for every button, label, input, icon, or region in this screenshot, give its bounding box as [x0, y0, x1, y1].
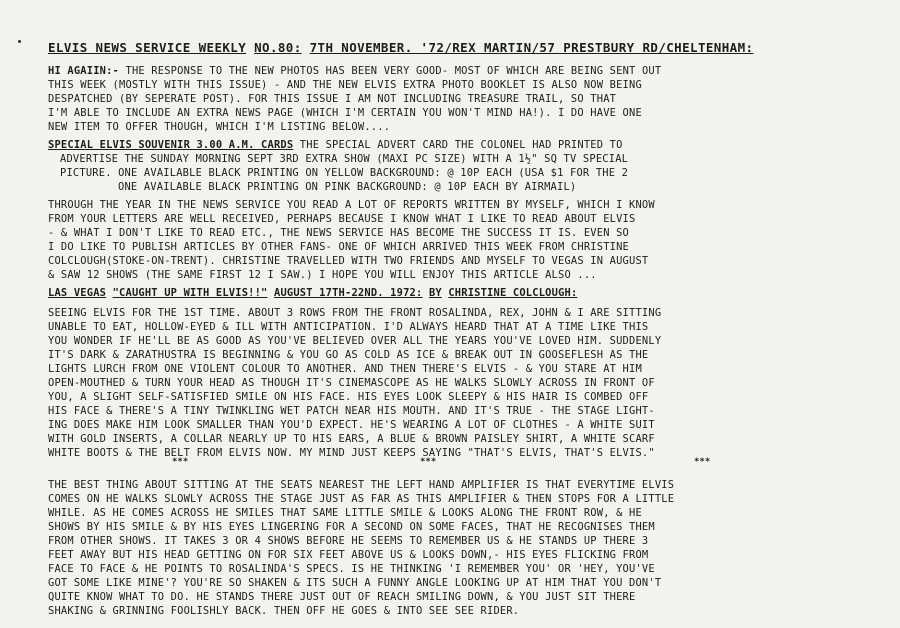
intro-line: I'M ABLE TO INCLUDE AN EXTRA NEWS PAGE (WHICH I'M CERTAIN YOU WON'T MIND HA!). I DO HAVE ONE: [48, 107, 642, 119]
body-paragraph: [48, 198, 878, 282]
souvenir-line: ONE AVAILABLE BLACK PRINTING ON PINK BACKGROUND: @ 10P EACH BY AIRMAIL): [118, 181, 577, 193]
intro-text: THE RESPONSE TO THE NEW PHOTOS HAS BEEN VERY GOOD- MOST OF WHICH ARE BEING SENT OUT: [125, 65, 662, 77]
newsletter-header: [48, 40, 878, 55]
body-line: - & WHAT I DON'T LIKE TO READ ETC., THE NEWS SERVICE HAS BECOME THE SUCCESS IT IS. EVEN SO: [48, 227, 630, 239]
article-line: YOU, A SLIGHT SELF-SATISFIED SMILE ON HIS FACE. HIS EYES LOOK SLEEPY & HIS HAIR IS COMBED OFF: [48, 391, 649, 403]
greeting: HI AGAIIN:-: [48, 65, 120, 77]
article-line: GOT SOME LIKE MINE'? YOU'RE SO SHAKEN & ITS SUCH A FUNNY ANGLE LOOKING UP AT HIM THAT YOU DON'T: [48, 577, 662, 589]
article-line: SHOWS BY HIS SMILE & BY HIS EYES LINGERING FOR A SECOND ON SOME FACES, THAT HE RECOGNISES THEM: [48, 521, 655, 533]
article-author: CHRISTINE COLCLOUGH:: [448, 287, 578, 299]
separator-mark: ***: [694, 457, 711, 467]
article-line: WITH GOLD INSERTS, A COLLAR NEARLY UP TO HIS EARS, A BLUE & BROWN PAISLEY SHIRT, A WHITE SCARF: [48, 433, 655, 445]
article-by: BY: [428, 287, 442, 299]
article-line: LIGHTS LURCH FROM ONE VIOLENT COLOUR TO ANOTHER. AND THEN THERE'S ELVIS - & YOU STARE AT HIM: [48, 363, 642, 375]
article-line: WHILE. AS HE COMES ACROSS HE SMILES THAT SAME LITTLE SMILE & LOOKS ALONG THE FRONT ROW, & HE: [48, 507, 642, 519]
article-line: FEET AWAY BUT HIS HEAD GETTING ON FOR SIX FEET ABOVE US & LOOKS DOWN,- HIS EYES FLICKING FROM: [48, 549, 649, 561]
article-line: SEEING ELVIS FOR THE 1ST TIME. ABOUT 3 ROWS FROM THE FRONT ROSALINDA, REX, JOHN & I ARE SITTING: [48, 307, 662, 319]
article-line: COMES ON HE WALKS SLOWLY ACROSS THE STAGE JUST AS FAR AS THIS AMPLIFIER & THEN STOPS FOR A LITTLE: [48, 493, 675, 505]
body-line: & SAW 12 SHOWS (THE SAME FIRST 12 I SAW.) I HOPE YOU WILL ENJOY THIS ARTICLE ALSO ...: [48, 269, 597, 281]
article-place: LAS VEGAS: [48, 287, 107, 299]
article-paragraph-1: [48, 306, 878, 460]
article-line: SHAKING & GRINNING FOOLISHLY BACK. THEN OFF HE GOES & INTO SEE SEE RIDER.: [48, 605, 520, 617]
souvenir-line: PICTURE. ONE AVAILABLE BLACK PRINTING ON YELLOW BACKGROUND: @ 10P EACH (USA $1 FOR THE 2: [60, 167, 629, 179]
article-line: HIS FACE & THERE'S A TINY TWINKLING WET PATCH NEAR HIS MOUTH. AND IT'S TRUE - THE STAGE LIGHT-: [48, 405, 655, 417]
date-and-address: 7TH NOVEMBER. '72/REX MARTIN/57 PRESTBURY RD/CHELTENHAM:: [309, 40, 754, 55]
intro-line: [48, 64, 878, 78]
article-line: THE BEST THING ABOUT SITTING AT THE SEATS NEAREST THE LEFT HAND AMPLIFIER IS THAT EVERYTIME ELVIS: [48, 479, 675, 491]
article-paragraph-2: [48, 478, 878, 618]
issue-number: NO.80:: [254, 40, 302, 55]
punch-mark: [18, 40, 21, 43]
body-line: THROUGH THE YEAR IN THE NEWS SERVICE YOU READ A LOT OF REPORTS WRITTEN BY MYSELF, WHICH I KNOW: [48, 199, 655, 211]
souvenir-text: THE SPECIAL ADVERT CARD THE COLONEL HAD PRINTED TO: [293, 139, 623, 151]
body-line: FROM YOUR LETTERS ARE WELL RECEIVED, PERHAPS BECAUSE I KNOW WHAT I LIKE TO READ ABOUT ELVIS: [48, 213, 636, 225]
separator-mark: ***: [420, 457, 437, 467]
article-heading-line: [48, 286, 878, 300]
article-line: UNABLE TO EAT, HOLLOW-EYED & ILL WITH ANTICIPATION. I'D ALWAYS HEARD THAT AT A TIME LIKE THIS: [48, 321, 649, 333]
article-line: QUITE KNOW WHAT TO DO. HE STANDS THERE JUST OUT OF REACH SMILING DOWN, & YOU JUST SIT THERE: [48, 591, 636, 603]
newsletter-title: ELVIS NEWS SERVICE WEEKLY: [48, 40, 247, 55]
souvenir-line: ADVERTISE THE SUNDAY MORNING SEPT 3RD EXTRA SHOW (MAXI PC SIZE) WITH A 1½" SQ TV SPECIAL: [60, 153, 629, 165]
body-line: COLCLOUGH(STOKE-ON-TRENT). CHRISTINE TRAVELLED WITH TWO FRIENDS AND MYSELF TO VEGAS IN AUGUST: [48, 255, 649, 267]
article-title: "CAUGHT UP WITH ELVIS!!": [112, 287, 268, 299]
article-line: OPEN-MOUTHED & TURN YOUR HEAD AS THOUGH IT'S CINEMASCOPE AS HE WALKS SLOWLY ACROSS IN FRONT OF: [48, 377, 655, 389]
intro-line: THIS WEEK (MOSTLY WITH THIS ISSUE) - AND THE NEW ELVIS EXTRA PHOTO BOOKLET IS ALSO NOW BEING: [48, 79, 642, 91]
intro-line: NEW ITEM TO OFFER THOUGH, WHICH I'M LISTING BELOW....: [48, 121, 391, 133]
article-dates: AUGUST 17TH-22ND. 1972:: [273, 287, 423, 299]
article-line: YOU WONDER IF HE'LL BE AS GOOD AS YOU'VE BELIEVED OVER ALL THE YEARS YOU'VE LOVED HIM. SUDDENLY: [48, 335, 662, 347]
article-line: FROM OTHER SHOWS. IT TAKES 3 OR 4 SHOWS BEFORE HE SEEMS TO REMEMBER US & HE STANDS UP THERE 3: [48, 535, 649, 547]
article-line: ING DOES MAKE HIM LOOK SMALLER THAN YOU'D EXPECT. HE'S WEARING A LOT OF CLOTHES - A WHITE SUIT: [48, 419, 655, 431]
souvenir-section: [48, 138, 878, 194]
section-separator: [0, 457, 900, 467]
article-heading: [48, 286, 878, 300]
separator-mark: ***: [172, 457, 189, 467]
article-line: WHITE BOOTS & THE BELT FROM ELVIS NOW. MY MIND JUST KEEPS SAYING "THAT'S ELVIS, THAT'S ELVIS.": [48, 447, 655, 459]
article-line: FACE TO FACE & HE POINTS TO ROSALINDA'S SPECS. IS HE THINKING 'I REMEMBER YOU' OR 'HEY, YOU'VE: [48, 563, 655, 575]
intro-paragraph: [48, 64, 878, 134]
body-line: I DO LIKE TO PUBLISH ARTICLES BY OTHER FANS- ONE OF WHICH ARRIVED THIS WEEK FROM CHRISTINE: [48, 241, 630, 253]
article-line: IT'S DARK & ZARATHUSTRA IS BEGINNING & YOU GO AS COLD AS ICE & BREAK OUT IN GOOSEFLESH AS THE: [48, 349, 649, 361]
souvenir-heading: SPECIAL ELVIS SOUVENIR 3.00 A.M. CARDS: [48, 139, 294, 151]
souvenir-line: [48, 138, 878, 152]
intro-line: DESPATCHED (BY SEPERATE POST). FOR THIS ISSUE I AM NOT INCLUDING TREASURE TRAIL, SO THAT: [48, 93, 617, 105]
